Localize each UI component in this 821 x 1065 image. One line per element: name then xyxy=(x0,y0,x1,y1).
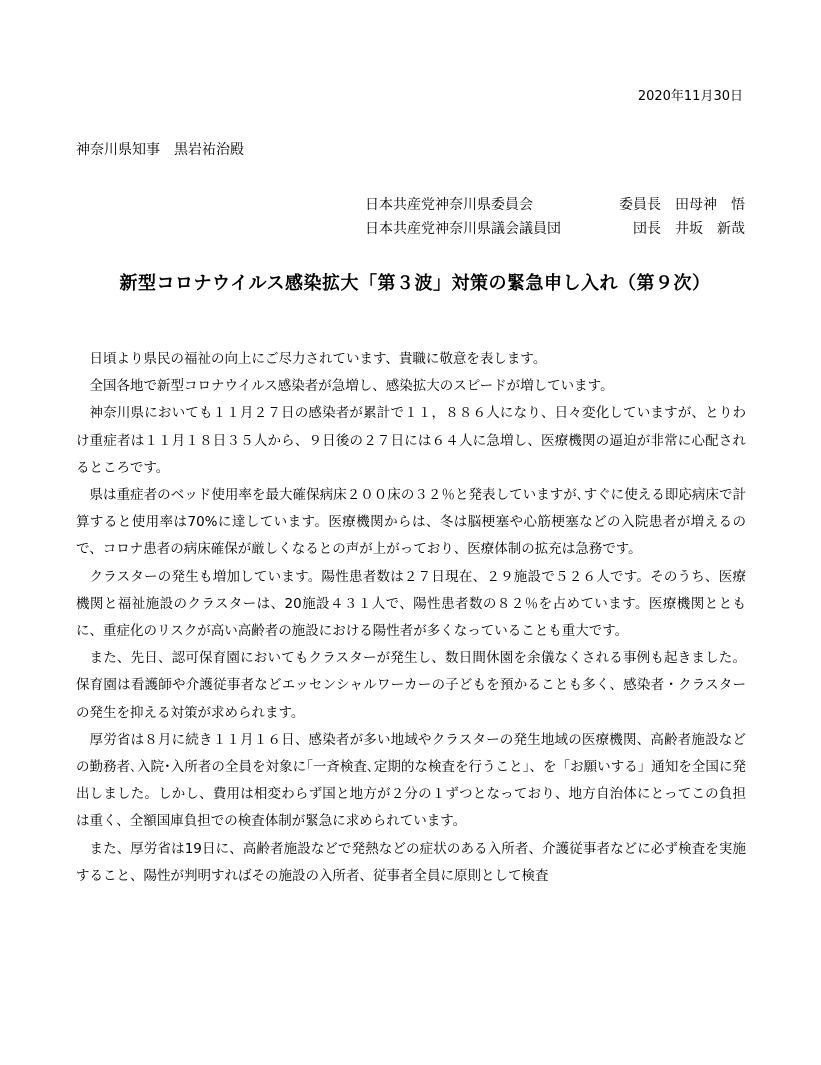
paragraph: また、厚労省は19日に、高齢者施設などで発熱などの症状のある入所者、介護従事者などに必ず検査を実施すること、陽性が判明すればその施設の入所者、従事者全員に原則として検査 xyxy=(76,840,746,884)
sender-representative: 委員長 田母神 悟 xyxy=(619,197,745,213)
sender-line xyxy=(365,193,745,217)
addressee: 神奈川県知事 黒岩祐治殿 xyxy=(76,142,244,158)
sender-block xyxy=(365,193,745,241)
paragraph: また、先日、認可保育園においてもクラスターが発生し、数日間休園を余儀なくされる事例も起きました。保育園は看護師や介護従事者などエッセンシャルワーカーの子どもを預かることも多く、感染者・クラスターの発生を抑える対策が求められます。 xyxy=(76,650,746,721)
sender-representative: 団長 井坂 新哉 xyxy=(633,221,745,237)
paragraph: 神奈川県においても１１月２７日の感染者が累計で１１，８８６人になり、日々変化していますが、とりわけ重症者は１１月１８日３５人から、９日後の２７日には６４人に急増し、医療機関の逼迫が非常に心配されるところです。 xyxy=(76,405,746,476)
paragraph: 厚労省は８月に続き１１月１６日、感染者が多い地域やクラスターの発生地域の医療機関、高齢者施設などの勤務者､入院･入所者の全員を対象に｢一斉検査､定期的な検査を行うこと｣、を「お願いする」通知を全国に発出しました。しかし、費用は相変わらず国と地方が２分の１ずつとなっており、地方自治体にとってこの負担は重く、全額国庫負担での検査体制が緊急に求められています。 xyxy=(76,731,746,830)
sender-line xyxy=(365,217,745,241)
document-date: 2020年11月30日 xyxy=(637,89,743,104)
sender-organization: 日本共産党神奈川県議会議員団 xyxy=(365,221,561,237)
sender-organization: 日本共産党神奈川県委員会 xyxy=(365,197,533,213)
document-body xyxy=(76,346,746,890)
paragraph: クラスターの発生も増加しています。陽性患者数は２７日現在、２９施設で５２６人です。そのうち、医療機関と福祉施設のクラスターは、20施設４３１人で、陽性患者数の８２％を占めています。医療機関とともに、重症化のリスクが高い高齢者の施設における陽性者が多くなっていることも重大です。 xyxy=(76,568,746,640)
paragraph: 県は重症者のベッド使用率を最大確保病床２００床の３２％と発表していますが､すぐに使える即応病床で計算すると使用率は70%に達しています。医療機関からは、冬は脳梗塞や心筋梗塞などの入院患者が増えるので、コロナ患者の病床確保が厳しくなるとの声が上がっており、医療体制の拡充は急務です。 xyxy=(76,487,746,558)
document-title: 新型コロナウイルス感染拡大「第３波」対策の緊急申し入れ（第９次） xyxy=(119,273,711,294)
paragraph: 全国各地で新型コロナウイルス感染者が急増し、感染拡大のスピードが増しています。 xyxy=(89,378,614,395)
paragraph: 日頃より県民の福祉の向上にご尽力されています、貴職に敬意を表します。 xyxy=(89,351,547,367)
